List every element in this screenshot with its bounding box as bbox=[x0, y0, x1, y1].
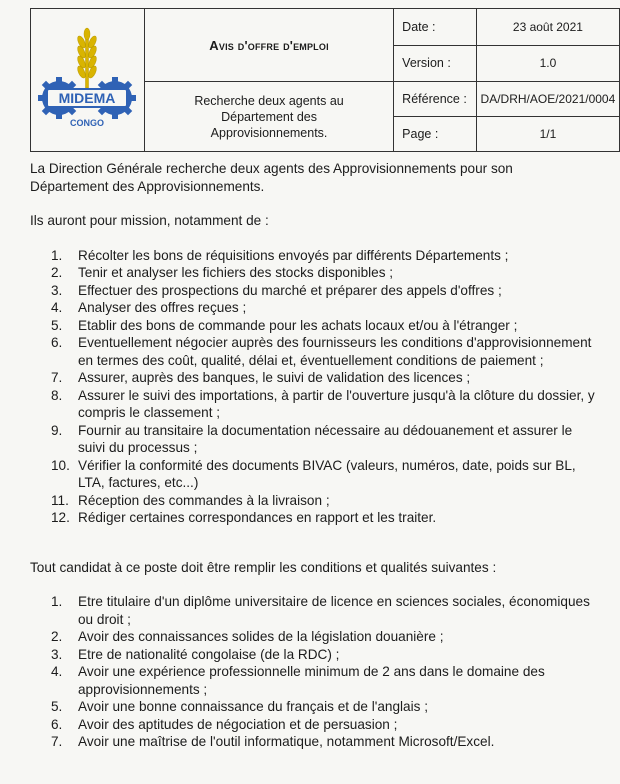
mission-item bbox=[30, 457, 595, 492]
requirement-item-number: 1. bbox=[51, 594, 63, 609]
requirement-item-text: Avoir des aptitudes de négociation et de persuasion ; bbox=[78, 716, 398, 732]
reference-value: DA/DRH/AOE/2021/0004 bbox=[476, 82, 619, 117]
version-label: Version : bbox=[394, 45, 477, 82]
mission-item bbox=[30, 334, 595, 369]
mission-item bbox=[30, 387, 595, 422]
mission-heading: Ils auront pour mission, notamment de : bbox=[30, 213, 269, 228]
mission-item-number: 5. bbox=[51, 317, 63, 333]
mission-item-text: Rédiger certaines correspondances en rapport et les traiter. bbox=[78, 510, 437, 525]
mission-item-number: 2. bbox=[51, 265, 63, 280]
reference-label: Référence : bbox=[394, 82, 477, 117]
requirement-item-number: 7. bbox=[51, 734, 63, 749]
requirement-item-text: Etre titulaire d'un diplôme universitaire de licence en sciences sociales, économiques ou droit ; bbox=[78, 594, 590, 627]
document-title: Avis d'offre d'emploi bbox=[209, 37, 329, 53]
requirement-item-text: Avoir une bonne connaissance du français et de l'anglais ; bbox=[78, 699, 428, 714]
header-table bbox=[30, 8, 620, 152]
mission-item-text: Etablir des bons de commande pour les achats locaux et/ou à l'étranger ; bbox=[78, 317, 518, 333]
requirement-item-text: Avoir des connaissances solides de la législation douanière ; bbox=[78, 629, 444, 644]
midema-logo bbox=[37, 26, 137, 130]
requirement-item-text: Etre de nationalité congolaise (de la RDC) ; bbox=[78, 646, 340, 662]
mission-item-number: 8. bbox=[51, 387, 63, 403]
logo-cell bbox=[31, 9, 145, 152]
mission-item bbox=[30, 264, 595, 282]
mission-item-number: 6. bbox=[51, 335, 63, 350]
requirement-item-number: 6. bbox=[51, 716, 63, 732]
document-body bbox=[30, 160, 595, 751]
mission-item-number: 1. bbox=[51, 247, 63, 263]
mission-item-number: 3. bbox=[51, 282, 63, 298]
mission-item-text: Analyser des offres reçues ; bbox=[78, 300, 247, 315]
page-label: Page : bbox=[394, 117, 477, 152]
requirement-item-number: 3. bbox=[51, 646, 63, 662]
page-value: 1/1 bbox=[476, 117, 619, 152]
mission-item-number: 12. bbox=[51, 510, 70, 525]
mission-item-number: 7. bbox=[51, 370, 63, 385]
requirement-item bbox=[30, 698, 595, 716]
requirement-item-number: 4. bbox=[51, 664, 63, 679]
mission-item-number: 9. bbox=[51, 422, 63, 438]
mission-item bbox=[30, 492, 595, 510]
mission-item-text: Tenir et analyser les fichiers des stocks disponibles ; bbox=[78, 265, 394, 280]
mission-item-text: Eventuellement négocier auprès des fournisseurs les conditions d'approvisionnement en termes des coût, qualité, délai et, éventuellement conditions de paiement ; bbox=[78, 335, 592, 368]
requirements-list bbox=[30, 593, 595, 751]
mission-item-text: Fournir au transitaire la documentation nécessaire au dédouanement et assurer le suivi du processus ; bbox=[78, 422, 573, 455]
mission-item bbox=[30, 317, 595, 335]
date-label: Date : bbox=[394, 9, 477, 46]
mission-item-number: 11. bbox=[51, 492, 69, 508]
document-title-cell bbox=[144, 9, 393, 82]
mission-item-text: Réception des commandes à la livraison ; bbox=[78, 492, 330, 508]
requirement-item bbox=[30, 646, 595, 664]
mission-item-number: 4. bbox=[51, 300, 63, 315]
requirement-item-text: Avoir une expérience professionnelle minimum de 2 ans dans le domaine des approvisionnements ; bbox=[78, 664, 545, 697]
requirement-item bbox=[30, 716, 595, 734]
requirement-item-number: 5. bbox=[51, 699, 63, 714]
document-subtitle: Recherche deux agents au Département des Approvisionnements. bbox=[144, 82, 393, 152]
mission-item bbox=[30, 422, 595, 457]
date-value: 23 août 2021 bbox=[476, 9, 619, 46]
requirements-heading: Tout candidat à ce poste doit être remplir les conditions et qualités suivantes : bbox=[30, 559, 497, 575]
requirement-item-text: Avoir une maîtrise de l'outil informatique, notamment Microsoft/Excel. bbox=[78, 734, 495, 749]
mission-item bbox=[30, 369, 595, 387]
logo-text: MIDEMA bbox=[59, 89, 116, 106]
requirement-item bbox=[30, 663, 595, 698]
mission-item bbox=[30, 509, 595, 527]
missions-list bbox=[30, 247, 595, 527]
requirement-item bbox=[30, 733, 595, 751]
mission-item bbox=[30, 247, 595, 265]
mission-item-text: Assurer, auprès des banques, le suivi de validation des licences ; bbox=[78, 370, 471, 385]
mission-item bbox=[30, 299, 595, 317]
requirement-item bbox=[30, 628, 595, 646]
mission-item bbox=[30, 282, 595, 300]
version-value: 1.0 bbox=[476, 45, 619, 82]
mission-item-text: Récolter les bons de réquisitions envoyés par différents Départements ; bbox=[78, 247, 509, 263]
mission-item-text: Effectuer des prospections du marché et préparer des appels d'offres ; bbox=[78, 282, 502, 298]
mission-item-number: 10. bbox=[51, 457, 70, 473]
mission-item-text: Assurer le suivi des importations, à partir de l'ouverture jusqu'à la clôture du dossier, y compris le classement ; bbox=[78, 387, 595, 420]
logo-subtext: CONGO bbox=[70, 117, 105, 128]
mission-item-text: Vérifier la conformité des documents BIVAC (valeurs, numéros, date, poids sur BL, LTA, factures, etc...) bbox=[78, 457, 576, 490]
requirement-item bbox=[30, 593, 595, 628]
intro-paragraph: La Direction Générale recherche deux agents des Approvisionnements pour son Département des Approvisionnements. bbox=[30, 161, 513, 194]
requirement-item-number: 2. bbox=[51, 629, 63, 644]
